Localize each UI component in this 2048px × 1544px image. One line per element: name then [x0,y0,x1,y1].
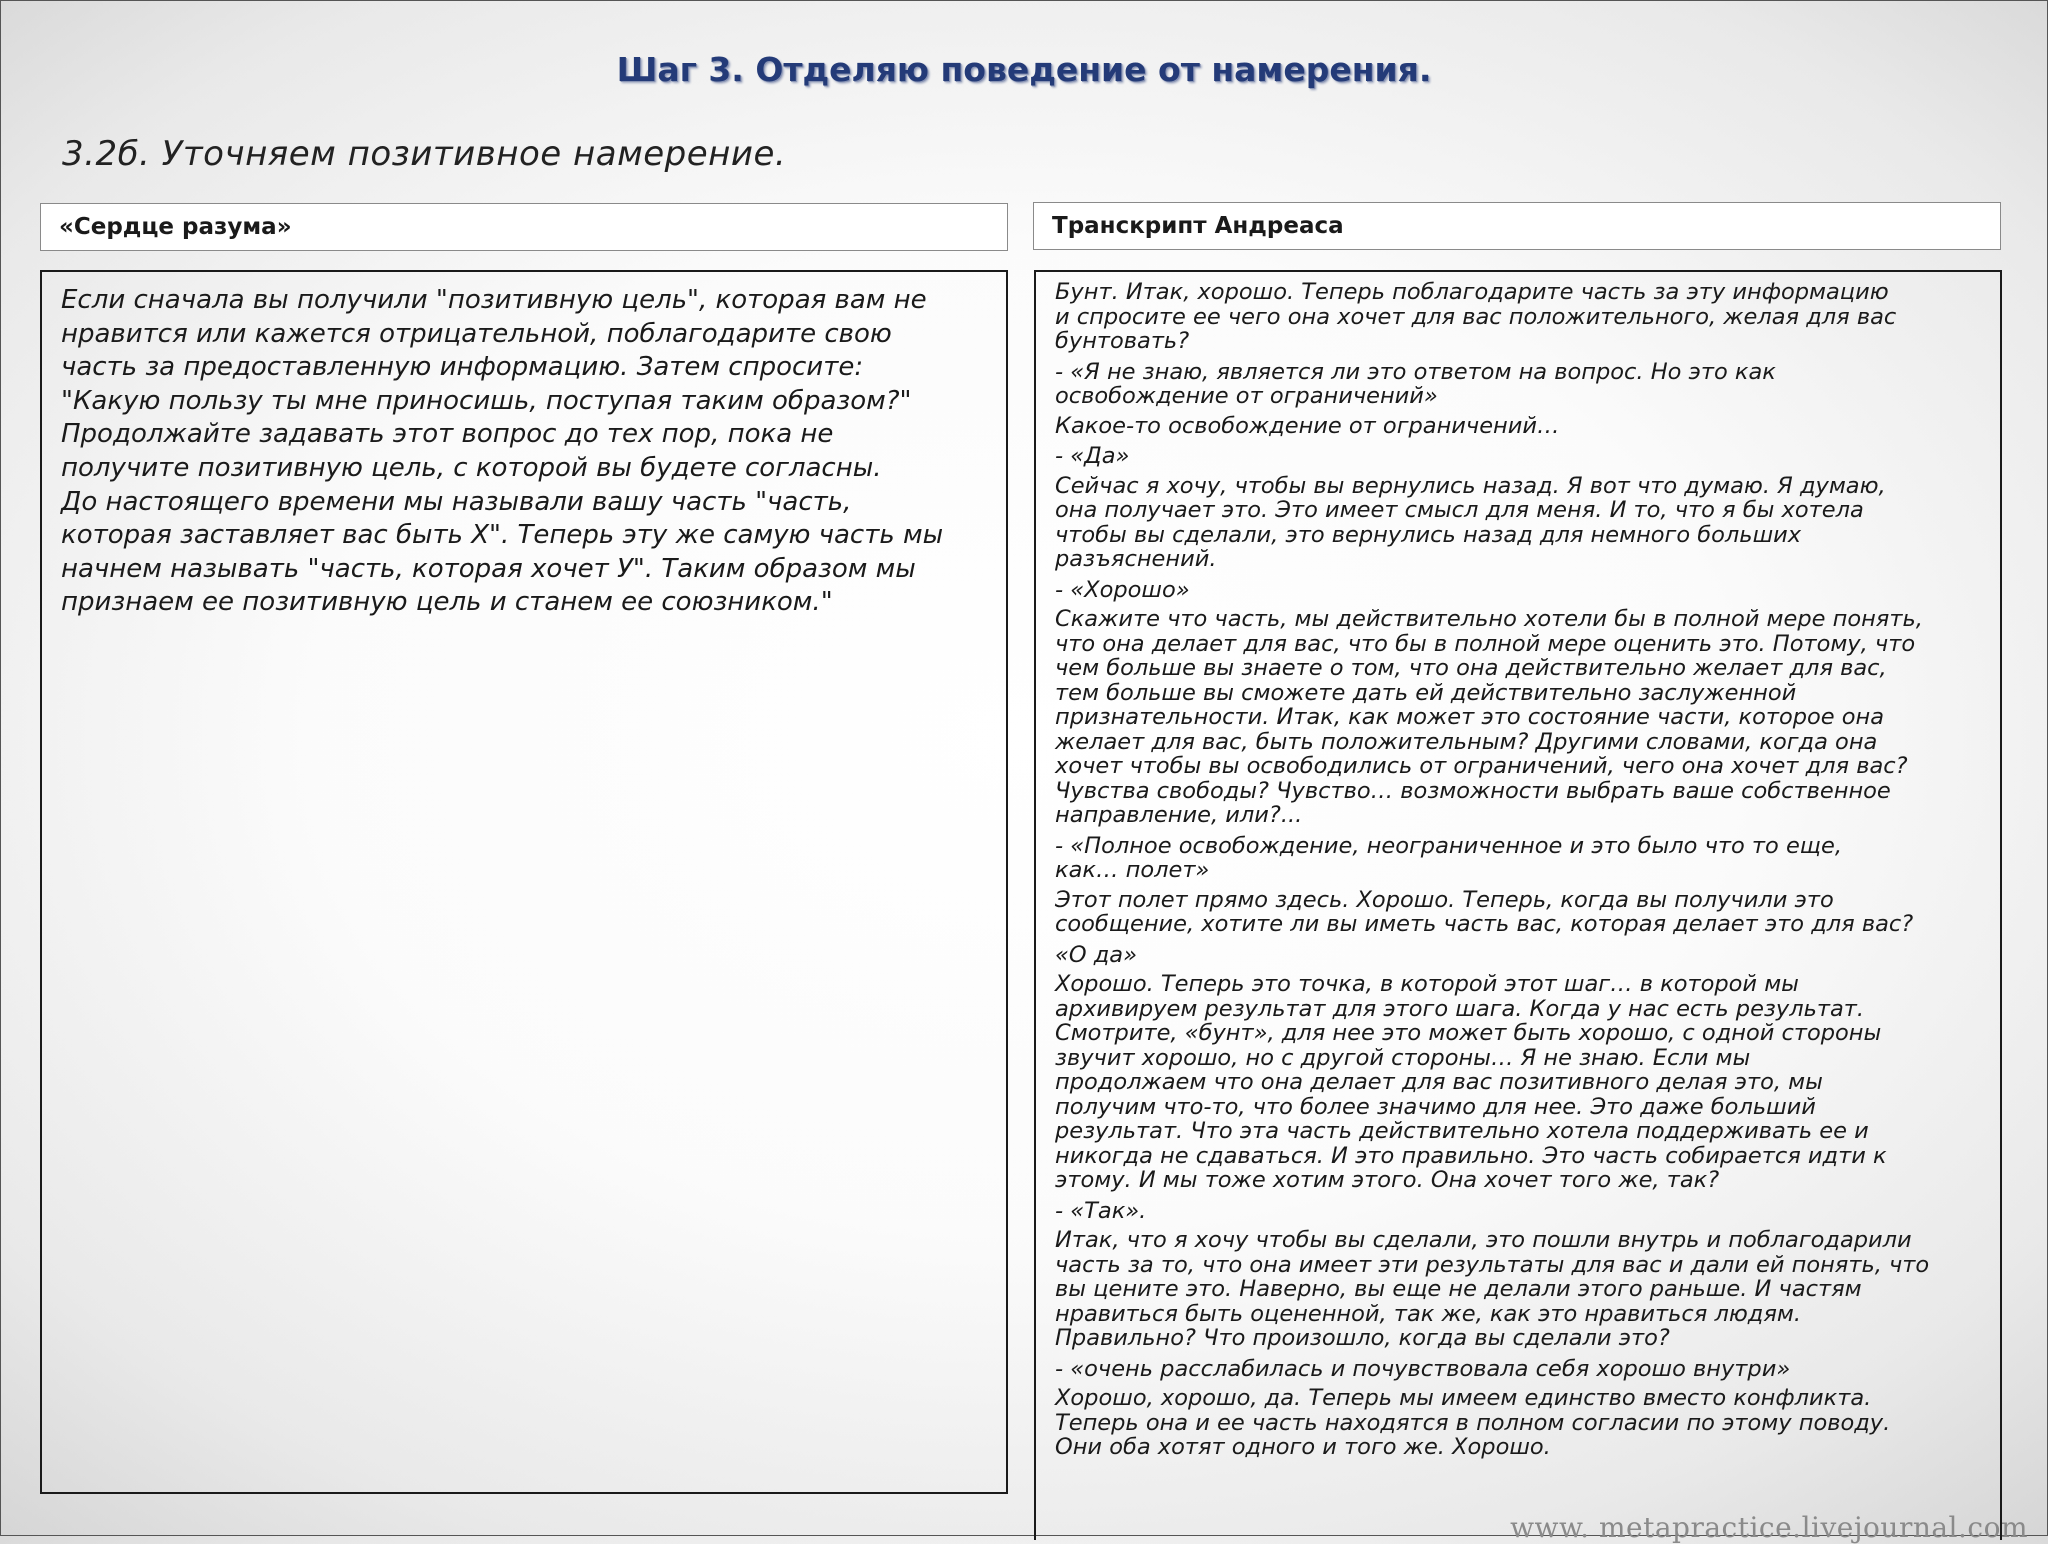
left-panel-body: Если сначала вы получили "позитивную цель", которая вам не нравится или кажется отрицательной, поблагодарите свою часть за предоставленную информацию. Затем спросите: "Какую пользу ты мне приносишь, поступая таким образом?" Продолжайте задавать этот вопрос до тех пор, пока не получите позитивную цель, с которой вы будете согласны. До настоящего времени мы называли вашу часть "часть, которая заставляет вас быть X". Теперь эту же самую часть мы начнем называть "часть, которая хочет У". Таким образом мы признаем ее позитивную цель и станем ее союзником." [61,285,944,618]
slide-subtitle: 3.2б. Уточняем позитивное намерение. [62,134,787,174]
transcript-reply: - «Хорошо» [1055,576,1190,603]
transcript-reply: - «Полное освобождение, неограниченное и это было что то еще, как… полет» [1055,832,1842,883]
transcript-line: Сейчас я хочу, чтобы вы вернулись назад. Я вот что думаю. Я думаю, она получает это. Это имеет смысл для меня. И то, что я бы хотела чтобы вы сделали, это вернулись назад для немного больших разъяснений. [1055,472,1886,572]
left-text-panel [40,270,1008,1494]
transcript-line: Бунт. Итак, хорошо. Теперь поблагодарите часть за эту информацию и спросите ее чего она хочет для вас положительного, желая для вас бунтовать? [1055,279,1897,354]
transcript-reply: - «Так». [1055,1197,1147,1224]
transcript-line: Хорошо. Теперь это точка, в которой этот шаг… в которой мы архивируем результат для этого шага. Когда у нас есть результат. Смотрите, «бунт», для нее это может быть хорошо, с одной стороны звучит хорошо, но с другой стороны… Я не знаю. Если мы продолжаем что она делает для вас позитивного делая это, мы получим что-то, что более значимо для нее. Это даже больший результат. Что эта часть действительно хотела поддерживать ее и никогда не сдаваться. И это правильно. Это часть собирается идти к этому. И мы тоже хотим этого. Она хочет того же, так? [1055,971,1887,1193]
right-panel-header: Транскрипт Андреаса [1033,202,2001,250]
slide-title: Шаг 3. Отделяю поведение от намерения. [616,50,1432,89]
transcript-reply: - «Я не знаю, является ли это ответом на вопрос. Но это как освобождение от ограничений» [1055,358,1776,409]
transcript-line: Скажите что часть, мы действительно хотели бы в полной мере понять, что она делает для вас, что бы в полной мере оценить это. Потому, что чем больше вы знаете о том, что она действительно желает для вас, тем больше вы сможете дать ей действительно заслуженной признательности. Итак, как может это состояние части, которое она желает для вас, быть положительным? Другими словами, когда она хочет чтобы вы освободились от ограничений, чего она хочет для вас? Чувства свободы? Чувство… возможности выбрать ваше собственное направление, или?... [1055,606,1923,828]
transcript-line: Итак, что я хочу чтобы вы сделали, это пошли внутрь и поблагодарили часть за то, что она имеет эти результаты для вас и дали ей понять, что вы цените это. Наверно, вы еще не делали этого раньше. И частям нравиться быть оцененной, так же, как это нравиться людям. Правильно? Что произошло, когда вы сделали это? [1055,1227,1930,1351]
transcript-reply: «О да» [1055,941,1137,968]
transcript-reply: - «Да» [1055,443,1130,469]
transcript-panel [1034,270,2002,1540]
footer-watermark: www. metapractice.livejournal.com [1510,1511,2028,1544]
transcript-line: Какое-то освобождение от ограничений… [1055,412,1560,439]
transcript-line: Этот полет прямо здесь. Хорошо. Теперь, когда вы получили это сообщение, хотите ли вы иметь часть вас, которая делает это для вас? [1055,886,1914,937]
left-panel-header: «Сердце разума» [40,203,1008,251]
transcript-line: Хорошо, хорошо, да. Теперь мы имеем единство вместо конфликта. Теперь она и ее часть находятся в полном согласии по этому поводу. Они оба хотят одного и того же. Хорошо. [1055,1385,1891,1460]
transcript-reply: - «очень расслабилась и почувствовала себя хорошо внутри» [1055,1355,1791,1382]
transcript-text [1055,280,1990,1460]
